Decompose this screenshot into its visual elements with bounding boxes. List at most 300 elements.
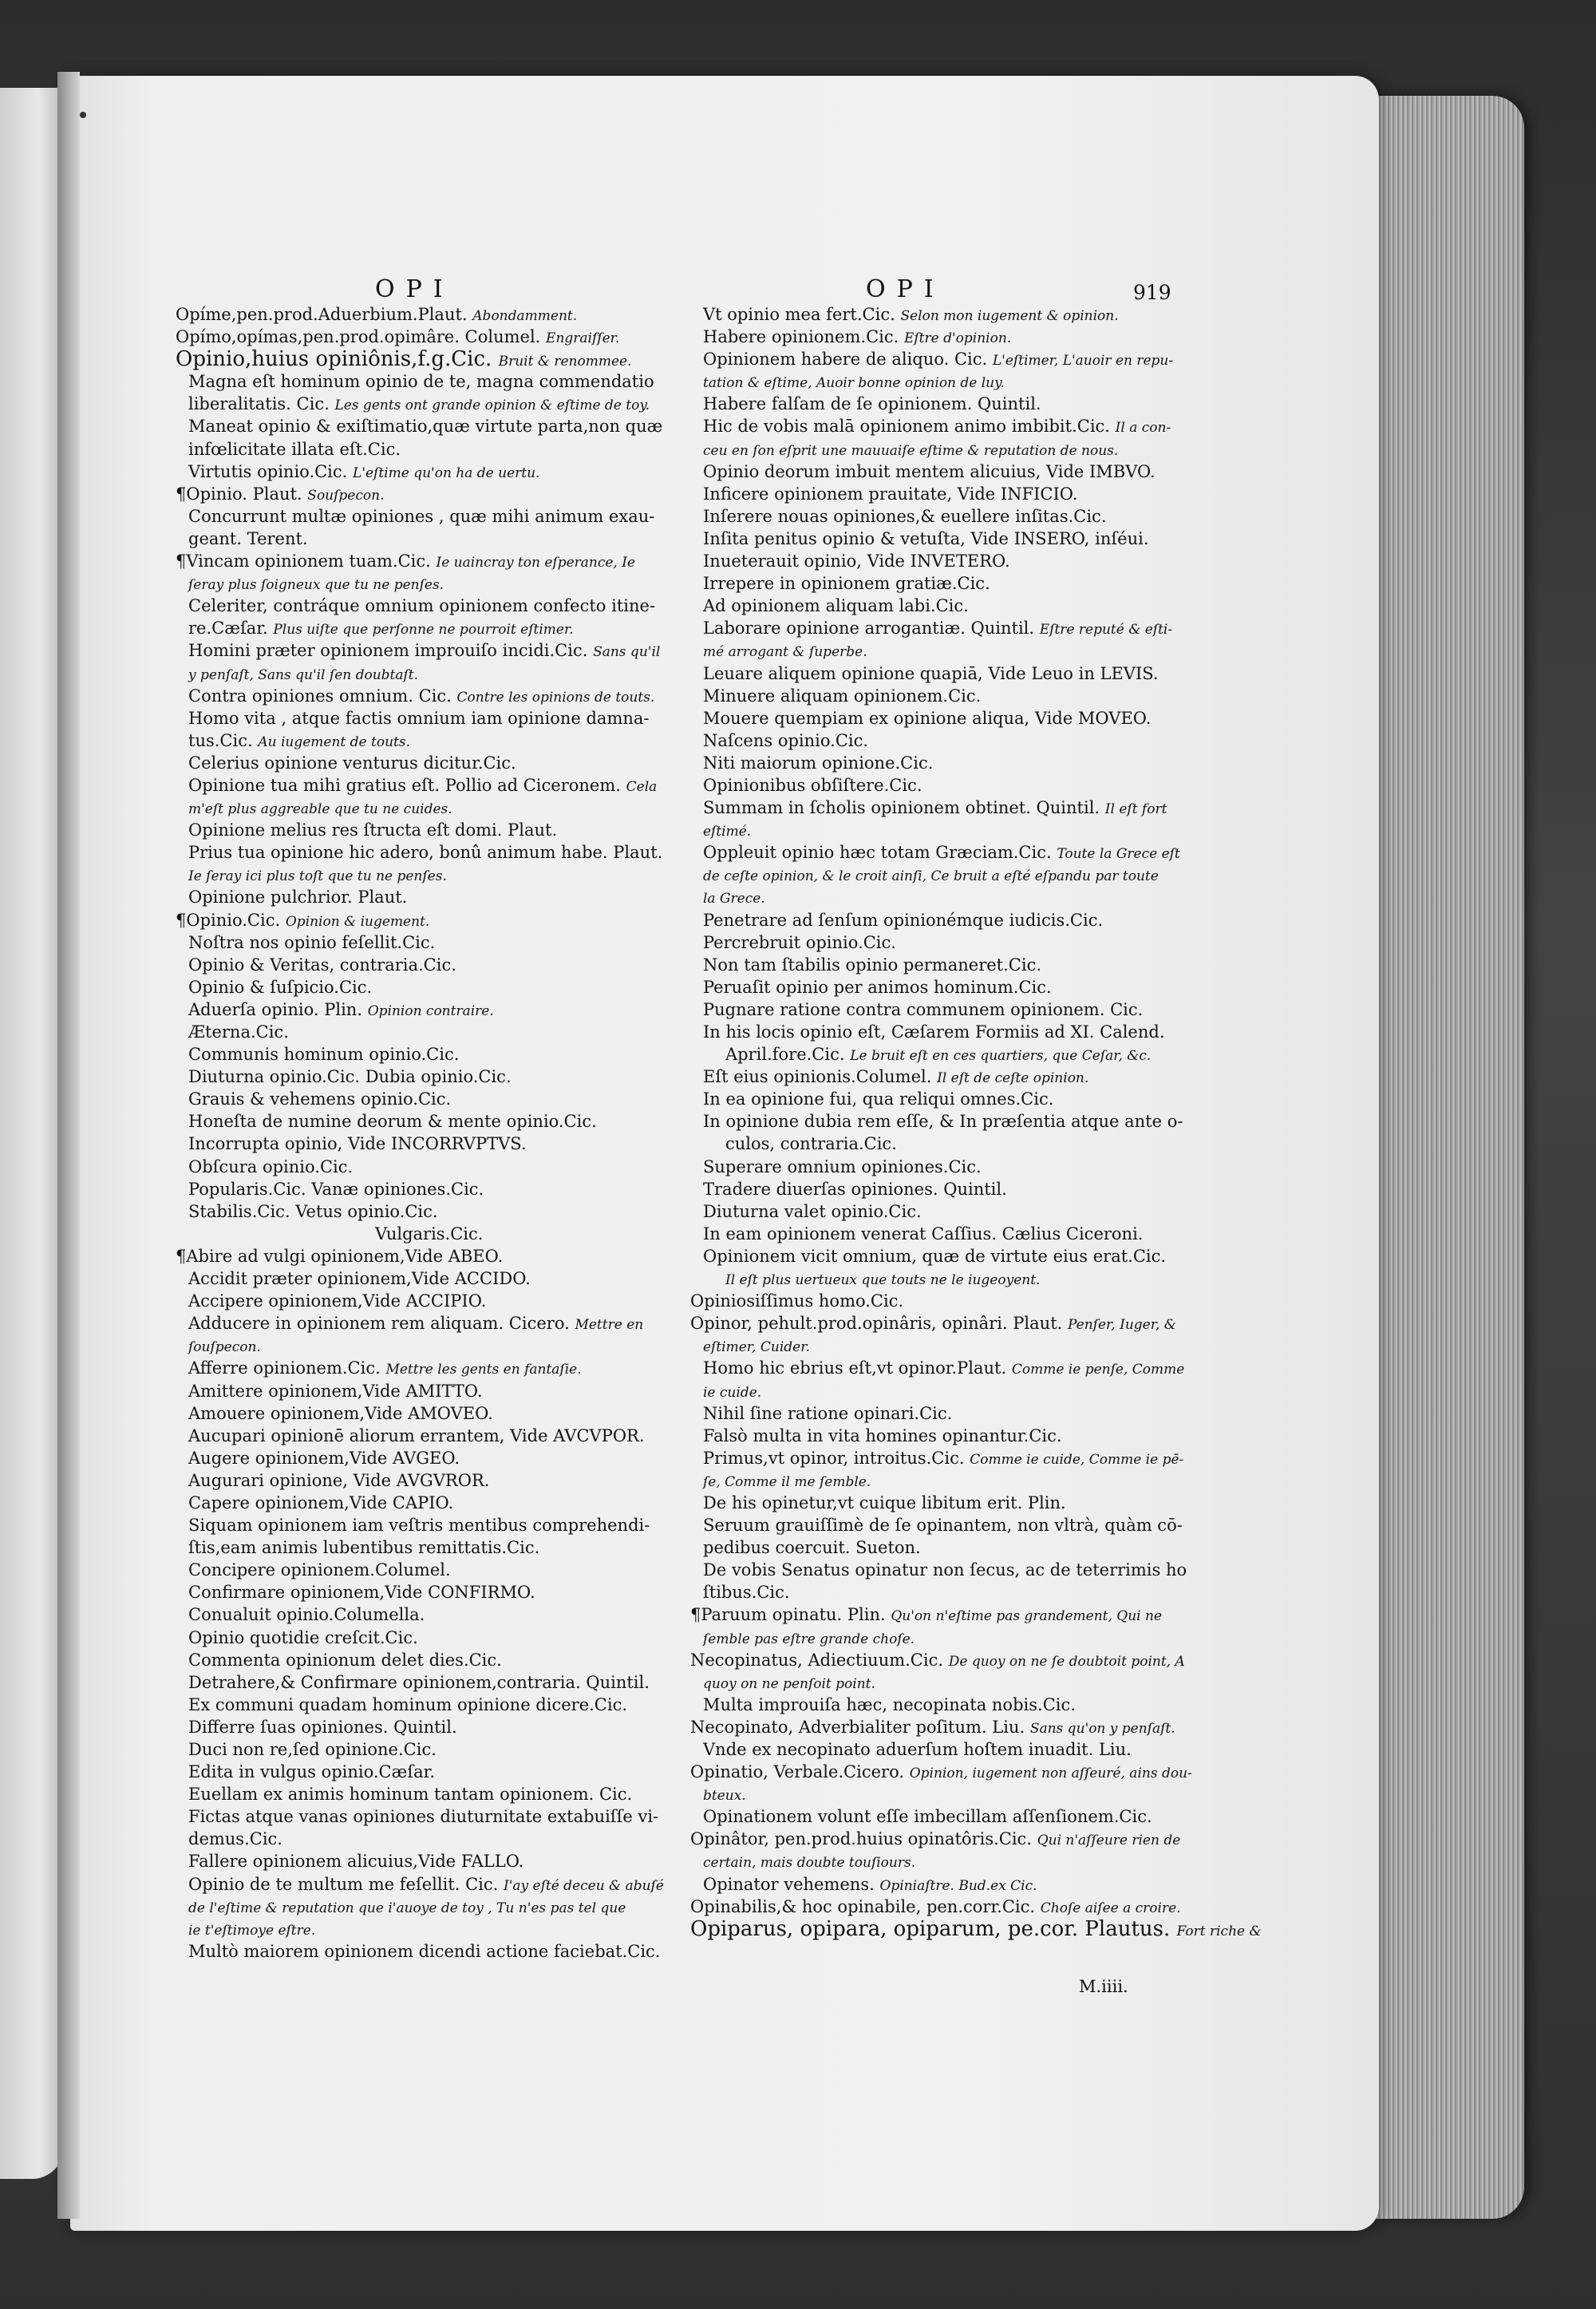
french-gloss: eſtimer, Cuider. bbox=[703, 1339, 810, 1356]
french-gloss: Plus uiſte que perſonne ne pourroit eſtimer. bbox=[273, 622, 574, 639]
entry-line bbox=[690, 1603, 1185, 1626]
entry-line bbox=[176, 1357, 670, 1379]
latin-text: Opinio & ſuſpicio.Cic. bbox=[188, 977, 373, 997]
latin-text: Percrebruit opinio.Cic. bbox=[703, 932, 896, 952]
french-gloss: ie cuide. bbox=[703, 1384, 762, 1401]
latin-text: Necopinato, Adverbialiter poſitum. Liu. bbox=[690, 1717, 1025, 1737]
entry-line bbox=[176, 415, 670, 437]
entry-line bbox=[176, 370, 670, 393]
latin-text: Popularis.Cic. Vanæ opiniones.Cic. bbox=[188, 1179, 484, 1199]
entry-line bbox=[690, 774, 1185, 797]
latin-text: ¶Opinio. Plaut. bbox=[176, 484, 302, 504]
latin-text: Homo vita , atque factis omnium iam opinione damna- bbox=[188, 708, 650, 728]
entry-line bbox=[176, 639, 670, 662]
latin-text: Opinione melius res ſtructa eſt domi. Plaut. bbox=[188, 820, 558, 840]
latin-text: Communis hominum opinio.Cic. bbox=[188, 1045, 460, 1065]
entry-line bbox=[176, 662, 670, 685]
french-gloss: Abondamment. bbox=[472, 308, 578, 324]
entry-line bbox=[690, 1178, 1185, 1200]
entry-line bbox=[690, 797, 1185, 819]
entry-line bbox=[176, 998, 670, 1021]
latin-text: Vulgaris.Cic. bbox=[375, 1224, 484, 1243]
entry-line bbox=[176, 1088, 670, 1110]
entry-line bbox=[176, 1649, 670, 1671]
latin-text: Incorrupta opinio, Vide INCORRVPTVS. bbox=[188, 1134, 527, 1154]
french-gloss: Opinion contraire. bbox=[367, 1002, 494, 1019]
latin-text: Seruum grauiſſimè de ſe opinantem, non vltrà, quàm cō- bbox=[703, 1516, 1183, 1536]
latin-text: Nihil ſine ratione opinari.Cic. bbox=[703, 1403, 953, 1423]
entry-line bbox=[176, 841, 670, 864]
latin-text: Inſita penitus opinio & vetuſta, Vide INSERO, inſéui. bbox=[703, 528, 1149, 548]
entry-line bbox=[176, 774, 670, 797]
french-gloss: Contre les opinions de touts. bbox=[456, 689, 655, 706]
entry-line bbox=[690, 1200, 1185, 1223]
entry-line bbox=[176, 303, 670, 326]
latin-text: Minuere aliquam opinionem.Cic. bbox=[703, 686, 982, 706]
ink-dot bbox=[80, 112, 86, 118]
french-gloss: Engraiſſer. bbox=[546, 330, 620, 347]
entry-line bbox=[176, 1873, 670, 1896]
french-gloss: Opinion & iugement. bbox=[285, 913, 430, 930]
entry-line bbox=[176, 1402, 670, 1425]
latin-text: In ea opinione fui, qua reliqui omnes.Cic. bbox=[703, 1089, 1054, 1109]
entry-line bbox=[176, 1761, 670, 1783]
french-gloss: la Grece. bbox=[703, 891, 765, 907]
latin-text: Grauis & vehemens opinio.Cic. bbox=[188, 1089, 452, 1109]
entry-line bbox=[176, 1805, 670, 1828]
latin-text: Opinionibus obſiſtere.Cic. bbox=[703, 775, 922, 795]
entry-line bbox=[690, 1245, 1185, 1267]
latin-text: Opiparus, opipara, opiparum, pe.cor. Plautus. bbox=[690, 1916, 1171, 1941]
latin-text: Noſtra nos opinio feſellit.Cic. bbox=[188, 932, 436, 952]
latin-text: Irrepere in opinionem gratiæ.Cic. bbox=[703, 574, 990, 594]
french-gloss: de l'eſtime & reputation que i'auoye de toy , Tu n'es pas tel que bbox=[188, 1900, 626, 1916]
catchword: M.iiii. bbox=[1079, 1977, 1128, 1996]
entry-line bbox=[176, 1469, 670, 1492]
french-gloss: Toute la Grece eſt bbox=[1057, 846, 1180, 863]
latin-text: Opinationem volunt eſſe imbecillam aſſenſionem.Cic. bbox=[703, 1807, 1152, 1827]
entry-line bbox=[690, 954, 1185, 976]
latin-text: Adducere in opinionem rem aliquam. Cicero. bbox=[188, 1314, 570, 1334]
latin-text: Amouere opinionem,Vide AMOVEO. bbox=[188, 1403, 493, 1423]
entry-line bbox=[690, 415, 1185, 437]
french-gloss: I'ay eſté deceu & abuſé bbox=[504, 1877, 664, 1894]
entry-line bbox=[690, 1223, 1185, 1245]
entry-line bbox=[690, 572, 1185, 595]
latin-text: Leuare aliquem opinione quapiā, Vide Leuo in LEVIS. bbox=[703, 663, 1159, 683]
latin-text: Habere opinionem.Cic. bbox=[703, 327, 899, 347]
french-gloss: ſeray plus ſoigneux que tu ne penſes. bbox=[188, 577, 444, 594]
latin-text: Amittere opinionem,Vide AMITTO. bbox=[188, 1381, 483, 1401]
entry-line bbox=[690, 1581, 1185, 1603]
entry-line bbox=[690, 1694, 1185, 1716]
entry-line bbox=[176, 348, 670, 370]
latin-text: Commenta opinionum delet dies.Cic. bbox=[188, 1650, 502, 1670]
latin-text: Vnde ex necopinato aduerſum hoſtem inuadit. Liu. bbox=[703, 1740, 1132, 1759]
entry-line bbox=[690, 505, 1185, 528]
entry-line bbox=[176, 685, 670, 707]
entry-line bbox=[176, 1738, 670, 1761]
entry-line bbox=[176, 461, 670, 483]
latin-text: Stabilis.Cic. Vetus opinio.Cic. bbox=[188, 1201, 438, 1221]
latin-text: April.fore.Cic. bbox=[725, 1045, 845, 1065]
entry-line bbox=[176, 1156, 670, 1178]
latin-text: infœlicitate illata eſt.Cic. bbox=[188, 439, 401, 459]
entry-line bbox=[176, 1694, 670, 1716]
latin-text: geant. Terent. bbox=[188, 528, 308, 548]
latin-text: Contra opiniones omnium. Cic. bbox=[188, 686, 452, 706]
entry-line bbox=[690, 370, 1185, 393]
latin-text: culos, contraria.Cic. bbox=[725, 1134, 897, 1154]
french-gloss: Il eſt plus uertueux que touts ne le iugeoyent. bbox=[725, 1272, 1041, 1289]
entry-line bbox=[176, 326, 670, 348]
entry-line bbox=[690, 595, 1185, 617]
latin-text: Maneat opinio & exiſtimatio,quæ virtute parta,non quæ bbox=[188, 417, 663, 437]
page-number: 919 bbox=[1133, 281, 1171, 304]
french-gloss: ſouſpecon. bbox=[188, 1339, 261, 1356]
latin-text: Naſcens opinio.Cic. bbox=[703, 730, 869, 750]
entry-line bbox=[176, 1828, 670, 1850]
latin-text: ¶Paruum opinatu. Plin. bbox=[690, 1605, 886, 1625]
entry-line bbox=[690, 461, 1185, 483]
entry-line bbox=[176, 1223, 670, 1245]
latin-text: Opinio quotidie creſcit.Cic. bbox=[188, 1627, 418, 1647]
french-gloss: Choſe aiſee a croire. bbox=[1040, 1900, 1181, 1916]
latin-text: Mouere quempiam ex opinione aliqua, Vide MOVEO. bbox=[703, 708, 1152, 728]
entry-line bbox=[690, 1066, 1185, 1088]
latin-text: Vt opinio mea fert.Cic. bbox=[703, 305, 895, 324]
latin-text: Opinione tua mihi gratius eſt. Pollio ad Ciceronem. bbox=[188, 775, 621, 795]
entry-line bbox=[176, 864, 670, 886]
latin-text: Fallere opinionem alicuius,Vide FALLO. bbox=[188, 1852, 524, 1872]
entry-line bbox=[176, 729, 670, 752]
french-gloss: Selon mon iugement & opinion. bbox=[900, 308, 1119, 324]
left-column bbox=[176, 303, 670, 1963]
latin-text: Diuturna opinio.Cic. Dubia opinio.Cic. bbox=[188, 1067, 512, 1087]
latin-text: Opinio & Veritas, contraria.Cic. bbox=[188, 955, 456, 975]
entry-line bbox=[176, 1559, 670, 1581]
latin-text: In his locis opinio eſt, Cæſarem Formiis ad XI. Calend. bbox=[703, 1022, 1165, 1042]
latin-text: Euellam ex animis hominum tantam opinionem. Cic. bbox=[188, 1785, 633, 1805]
latin-text: Detrahere,& Confirmare opinionem,contraria. Quintil. bbox=[188, 1672, 650, 1692]
french-gloss: tation & eſtime, Auoir bonne opinion de luy. bbox=[703, 375, 1005, 392]
french-gloss: Il eſt fort bbox=[1104, 801, 1167, 818]
french-gloss: Ie ſeray ici plus toſt que tu ne penſes. bbox=[188, 868, 447, 885]
latin-text: Augurari opinione, Vide AVGVROR. bbox=[188, 1470, 490, 1490]
entry-line bbox=[176, 931, 670, 954]
entry-line bbox=[690, 1469, 1185, 1492]
entry-line bbox=[690, 1761, 1192, 1783]
entry-line bbox=[690, 1716, 1185, 1738]
entry-line bbox=[176, 1267, 670, 1290]
latin-text: Opinatio, Verbale.Cicero. bbox=[690, 1762, 905, 1782]
left-page-edge bbox=[0, 88, 64, 2179]
latin-text: Opinionem vicit omnium, quæ de virtute eius erat.Cic. bbox=[703, 1246, 1167, 1266]
running-head-right: OPI bbox=[866, 275, 945, 303]
latin-text: Oppleuit opinio hæc totam Græciam.Cic. bbox=[703, 843, 1052, 863]
french-gloss: Souſpecon. bbox=[307, 487, 385, 504]
entry-line bbox=[176, 1603, 670, 1626]
entry-line bbox=[176, 1850, 670, 1872]
latin-text: Celeriter, contráque omnium opinionem confecto itine- bbox=[188, 596, 656, 616]
latin-text: Virtutis opinio.Cic. bbox=[188, 461, 348, 481]
entry-line bbox=[176, 550, 670, 572]
latin-text: Magna eſt hominum opinio de te, magna commendatio bbox=[188, 372, 654, 392]
entry-line bbox=[690, 1290, 1185, 1312]
latin-text: Opíme,pen.prod.Aduerbium.Plaut. bbox=[176, 305, 468, 324]
entry-line bbox=[690, 1334, 1185, 1357]
french-gloss: Sans qu'on y penſaſt. bbox=[1029, 1720, 1175, 1737]
entry-line bbox=[176, 1178, 670, 1200]
entry-line bbox=[690, 886, 1185, 908]
entry-line bbox=[176, 954, 670, 976]
french-gloss: Comme ie cuide, Comme ie pē- bbox=[970, 1451, 1184, 1468]
french-gloss: Il eſt de ceſte opinion. bbox=[937, 1070, 1089, 1087]
french-gloss: Mettre en bbox=[575, 1317, 644, 1334]
french-gloss: Le bruit eſt en ces quartiers, que Ceſar, &c. bbox=[850, 1048, 1152, 1065]
latin-text: Peruaſit opinio per animos hominum.Cic. bbox=[703, 977, 1052, 997]
latin-text: Capere opinionem,Vide CAPIO. bbox=[188, 1493, 454, 1512]
latin-text: Augere opinionem,Vide AVGEO. bbox=[188, 1448, 460, 1468]
latin-text: Diuturna valet opinio.Cic. bbox=[703, 1201, 922, 1221]
entry-line bbox=[690, 662, 1185, 685]
latin-text: Obſcura opinio.Cic. bbox=[188, 1156, 354, 1176]
french-gloss: Opiniaſtre. Bud.ex Cic. bbox=[879, 1877, 1037, 1894]
entry-line bbox=[176, 1334, 670, 1357]
french-gloss: Comme ie penſe, Comme bbox=[1011, 1362, 1185, 1378]
entry-line bbox=[176, 1312, 670, 1334]
french-gloss: mé arrogant & ſuperbe. bbox=[703, 644, 867, 661]
entry-line bbox=[176, 505, 670, 528]
entry-line bbox=[690, 1627, 1185, 1649]
french-gloss: Sans qu'il bbox=[593, 644, 661, 661]
french-gloss: Opinion, iugement non aſſeuré, ains dou- bbox=[909, 1765, 1192, 1782]
entry-line bbox=[690, 1156, 1185, 1178]
latin-text: Multò maiorem opinionem dicendi actione faciebat.Cic. bbox=[188, 1941, 661, 1961]
latin-text: Edita in vulgus opinio.Cæſar. bbox=[188, 1762, 436, 1782]
entry-line bbox=[176, 1380, 670, 1402]
entry-line bbox=[176, 1492, 670, 1514]
entry-line bbox=[176, 1514, 670, 1536]
entry-line bbox=[690, 976, 1185, 998]
french-gloss: quoy on ne penſoit point. bbox=[703, 1675, 875, 1692]
latin-text: Multa improuiſa hæc, necopinata nobis.Cic. bbox=[703, 1694, 1076, 1714]
entry-line bbox=[176, 438, 670, 461]
french-gloss: Ie uaincray ton eſperance, Ie bbox=[436, 555, 636, 571]
french-gloss: Penſer, Iuger, & bbox=[1068, 1317, 1176, 1334]
entry-line bbox=[690, 1514, 1185, 1536]
entry-line bbox=[176, 909, 670, 931]
entry-line bbox=[690, 864, 1185, 886]
entry-line bbox=[690, 1805, 1185, 1828]
entry-line bbox=[176, 572, 670, 595]
french-gloss: Au iugement de touts. bbox=[258, 733, 410, 750]
entry-line bbox=[690, 1402, 1185, 1425]
french-gloss: Qu'on n'eſtime pas grandement, Qui ne bbox=[891, 1608, 1163, 1625]
entry-line bbox=[176, 1671, 670, 1694]
entry-line bbox=[176, 797, 670, 819]
latin-text: ſtis,eam animis lubentibus remittatis.Cic. bbox=[188, 1538, 540, 1558]
latin-text: Differre ſuas opiniones. Quintil. bbox=[188, 1717, 457, 1737]
latin-text: pedibus coercuit. Sueton. bbox=[703, 1538, 921, 1558]
entry-line bbox=[690, 1671, 1185, 1694]
entry-line bbox=[690, 1850, 1185, 1872]
french-gloss: Les gents ont grande opinion & eſtime de toy. bbox=[334, 397, 650, 414]
french-gloss: Bruit & renommee. bbox=[498, 354, 632, 370]
entry-line bbox=[176, 1896, 670, 1918]
latin-text: Tradere diuerſas opiniones. Quintil. bbox=[703, 1179, 1007, 1199]
latin-text: Opinio,huius opiniônis,f.g.Cic. bbox=[176, 347, 492, 372]
latin-text: demus.Cic. bbox=[188, 1829, 282, 1849]
french-gloss: Il a con- bbox=[1115, 420, 1171, 437]
entry-line bbox=[176, 1716, 670, 1738]
entry-line bbox=[690, 931, 1185, 954]
latin-text: Laborare opinione arrogantiæ. Quintil. bbox=[703, 619, 1035, 639]
latin-text: Æterna.Cic. bbox=[188, 1022, 289, 1042]
latin-text: Opinione pulchrior. Plaut. bbox=[188, 888, 408, 907]
entry-line bbox=[690, 819, 1185, 841]
latin-text: Homini præter opinionem improuiſo incidi.Cic. bbox=[188, 641, 588, 661]
french-gloss: Eſtre reputé & eſti- bbox=[1039, 622, 1173, 639]
latin-text: Ad opinionem aliquam labi.Cic. bbox=[703, 596, 969, 616]
entry-line bbox=[176, 1918, 670, 1940]
latin-text: Opímo,opímas,pen.prod.opimâre. Columel. bbox=[176, 327, 541, 347]
entry-line bbox=[176, 976, 670, 998]
entry-line bbox=[690, 1043, 1185, 1066]
latin-text: Opinâtor, pen.prod.huius opinatôris.Cic. bbox=[690, 1829, 1032, 1849]
latin-text: re.Cæſar. bbox=[188, 619, 268, 639]
french-gloss: ceu en ſon eſprit une mauuaiſe eſtime & reputation de nous. bbox=[703, 442, 1119, 459]
entry-line bbox=[690, 1312, 1185, 1334]
french-gloss: L'eſtimer, L'auoir en repu- bbox=[992, 353, 1174, 370]
entry-line bbox=[176, 1043, 670, 1066]
book-page-edges bbox=[1357, 96, 1524, 2219]
book-gutter bbox=[57, 72, 80, 2219]
entry-line bbox=[176, 617, 670, 639]
entry-line bbox=[690, 1896, 1185, 1918]
latin-text: Opinio de te multum me feſellit. Cic. bbox=[188, 1874, 499, 1894]
entry-line bbox=[176, 528, 670, 550]
latin-text: In opinione dubia rem eſſe, & In præſentia atque ante o- bbox=[703, 1112, 1183, 1132]
entry-line bbox=[690, 1133, 1185, 1155]
entry-line bbox=[176, 1290, 670, 1312]
latin-text: tus.Cic. bbox=[188, 730, 253, 750]
french-gloss: certain, mais doubte touſiours. bbox=[703, 1855, 916, 1872]
latin-text: Inficere opinionem prauitate, Vide INFICIO. bbox=[703, 484, 1078, 504]
latin-text: Prius tua opinione hic adero, bonû animum habe. Plaut. bbox=[188, 843, 663, 863]
latin-text: Opinionem habere de aliquo. Cic. bbox=[703, 350, 988, 370]
latin-text: Celerius opinione venturus dicitur.Cic. bbox=[188, 753, 516, 773]
running-head-left: OPI bbox=[375, 275, 454, 303]
latin-text: Aucupari opinionē aliorum errantem, Vide AVCVPOR. bbox=[188, 1425, 645, 1445]
latin-text: Conualuit opinio.Columella. bbox=[188, 1605, 425, 1625]
entry-line bbox=[176, 1783, 670, 1805]
latin-text: Non tam ſtabilis opinio permaneret.Cic. bbox=[703, 955, 1041, 975]
latin-text: Necopinatus, Adiectiuum.Cic. bbox=[690, 1650, 944, 1670]
latin-text: Penetrare ad ſenſum opinionémque iudicis.Cic. bbox=[703, 910, 1104, 930]
entry-line bbox=[690, 1649, 1185, 1671]
french-gloss: Qui n'aſſeure rien de bbox=[1037, 1833, 1181, 1849]
french-gloss: Fort riche & bbox=[1176, 1923, 1262, 1939]
french-gloss: Cela bbox=[626, 778, 658, 795]
latin-text: Accipere opinionem,Vide ACCIPIO. bbox=[188, 1291, 487, 1311]
latin-text: Fictas atque vanas opiniones diuturnitate extabuiſſe vi- bbox=[188, 1807, 659, 1827]
entry-line bbox=[690, 1916, 1262, 1941]
entry-line bbox=[690, 1559, 1185, 1581]
latin-text: Afferre opinionem.Cic. bbox=[188, 1358, 381, 1378]
entry-line bbox=[176, 1110, 670, 1133]
french-gloss: L'eſtime qu'on ha de uertu. bbox=[353, 465, 540, 481]
latin-text: ſtibus.Cic. bbox=[703, 1583, 790, 1603]
entry-line bbox=[690, 528, 1185, 550]
french-gloss: eſtimé. bbox=[703, 824, 752, 840]
right-column bbox=[690, 303, 1262, 1941]
entry-line bbox=[690, 707, 1185, 729]
latin-text: Concipere opinionem.Columel. bbox=[188, 1560, 451, 1580]
latin-text: Honeſta de numine deorum & mente opinio.Cic. bbox=[188, 1112, 597, 1132]
entry-line bbox=[176, 483, 670, 505]
latin-text: Opinabilis,& hoc opinabile, pen.corr.Cic. bbox=[690, 1896, 1036, 1916]
entry-line bbox=[176, 1021, 670, 1043]
entry-line bbox=[176, 886, 670, 908]
entry-line bbox=[690, 729, 1185, 752]
entry-line bbox=[690, 1357, 1185, 1379]
entry-line bbox=[176, 1536, 670, 1559]
latin-text: In eam opinionem venerat Caſſius. Cælius Ciceroni. bbox=[703, 1224, 1144, 1243]
entry-line bbox=[690, 1267, 1185, 1290]
latin-text: Confirmare opinionem,Vide CONFIRMO. bbox=[188, 1583, 535, 1603]
latin-text: Inueterauit opinio, Vide INVETERO. bbox=[703, 552, 1010, 571]
latin-text: Opinio deorum imbuit mentem alicuius, Vide IMBVO. bbox=[703, 461, 1156, 481]
entry-line bbox=[176, 393, 670, 415]
entry-line bbox=[690, 1873, 1185, 1896]
french-gloss: ſemble pas eſtre grande choſe. bbox=[703, 1631, 915, 1647]
latin-text: Ex communi quadam hominum opinione dicere.Cic. bbox=[188, 1694, 628, 1714]
latin-text: Pugnare ratione contra communem opinionem. Cic. bbox=[703, 999, 1144, 1019]
entry-line bbox=[176, 1066, 670, 1088]
entry-line bbox=[690, 639, 1185, 662]
latin-text: Primus,vt opinor, introitus.Cic. bbox=[703, 1448, 965, 1468]
entry-line bbox=[176, 1425, 670, 1447]
latin-text: Accidit præter opinionem,Vide ACCIDO. bbox=[188, 1269, 531, 1289]
latin-text: Opinor, pehult.prod.opinâris, opinâri. Plaut. bbox=[690, 1314, 1063, 1334]
french-gloss: ie t'eſtimoye eſtre. bbox=[188, 1922, 316, 1939]
latin-text: Niti maiorum opinione.Cic. bbox=[703, 753, 934, 773]
entry-line bbox=[690, 393, 1185, 415]
entry-line bbox=[690, 998, 1185, 1021]
entry-line bbox=[690, 303, 1185, 326]
entry-line bbox=[690, 617, 1185, 639]
latin-text: Opinator vehemens. bbox=[703, 1874, 875, 1894]
entry-line bbox=[690, 1783, 1185, 1805]
entry-line bbox=[690, 1110, 1185, 1133]
entry-line bbox=[690, 1828, 1185, 1850]
entry-line bbox=[690, 550, 1185, 572]
entry-line bbox=[690, 1380, 1185, 1402]
entry-line bbox=[690, 1021, 1185, 1043]
entry-line bbox=[690, 1088, 1185, 1110]
latin-text: De his opinetur,vt cuique libitum erit. Plin. bbox=[703, 1493, 1066, 1512]
latin-text: Homo hic ebrius eſt,vt opinor.Plaut. bbox=[703, 1358, 1007, 1378]
latin-text: Falsò multa in vita homines opinantur.Cic. bbox=[703, 1425, 1062, 1445]
french-gloss: bteux. bbox=[703, 1788, 746, 1805]
latin-text: Duci non re,ſed opinione.Cic. bbox=[188, 1740, 437, 1759]
entry-line bbox=[176, 1245, 670, 1267]
entry-line bbox=[690, 752, 1185, 774]
latin-text: ¶Abire ad vulgi opinionem,Vide ABEO. bbox=[176, 1246, 504, 1266]
latin-text: Siquam opinionem iam veſtris mentibus comprehendi- bbox=[188, 1516, 650, 1536]
french-gloss: Eſtre d'opinion. bbox=[903, 330, 1012, 347]
